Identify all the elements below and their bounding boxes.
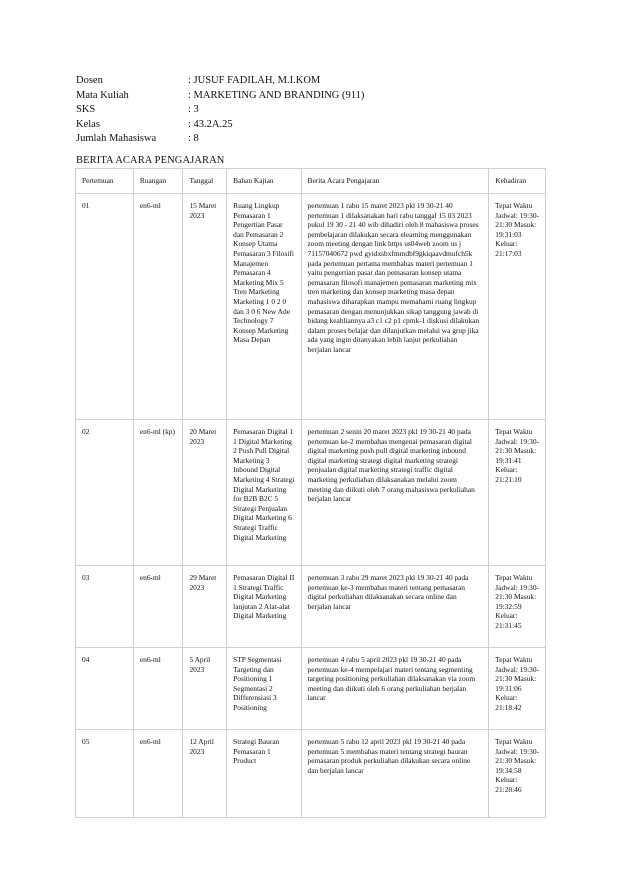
info-row-sks [76,103,364,118]
info-value: : MARKETING AND BRANDING (911) [188,89,365,101]
header-kehadiran: Kehadiran [489,169,546,194]
cell-ruangan: en6-ml [133,566,183,648]
cell-berita-acara: pertemuan 2 senin 20 maret 2023 pkl 19 30-21 40 pada pertemuan ke-2 membahas mengenai pemasaran digital digital marketing push pull digital marketing inbound digital marketing strategi digital marketing strategi penjualan digital marketing strategi traffic digital marketing perkuliahan dilaksanakan melalui zoom meeting dan diikuti oleh 7 orang mahasiswa perkuliahan berjalan lancar [301,420,489,566]
table-row [76,420,546,566]
cell-berita-acara: pertemuan 4 rabu 5 april 2023 pkl 19 30-21 40 pada pertemuan ke-4 mempelajari materi tentang segmenting targeting positioning perkuliahan dilaksanakan via zoom meeting dan diikuti oleh 6 orang perkuliahan berjalan lancar [301,648,489,730]
teaching-report-table [75,168,546,818]
table-row [76,648,546,730]
cell-bahan-kajian: Ruang Lingkup Pemasaran 1 Pengertian Pasar dan Pemasaran 2 Konsep Utama Pemasaran 3 Filosifi Manajemen Pemasaran 4 Marketing Mix 5 Tren Marketing Marketing 1 0 2 0 dan 3 0 6 New Ade Technology 7 Konsep Marketing Masa Depan [227,194,301,420]
cell-bahan-kajian: STP Segmentasi Targeting dan Positioning 1 Segmentasi 2 Differensiasi 3 Positioning [227,648,301,730]
cell-tanggal: 20 Maret 2023 [183,420,227,566]
header-ruangan: Ruangan [133,169,183,194]
cell-berita-acara: pertemuan 1 rabu 15 maret 2023 pkl 19 30-21 40 pertemuan 1 dilaksanakan hari rabu tanggal 15 03 2023 pukul 19 30 - 21 40 wib dihadiri oleh 8 mahasiswa proses pembelajaran dilakukan secara elearning menggunakan zoom meeting dengan link https us04web zoom us j 71157040672 pwd gyidxsbxfmmdbf9gkiqaavdmufch5k pada pertemuan pertama membahas materi pertemuan 1 yaitu pengertian pasar dan pemasaran konsep utama pemasaran filosofi manajemen pemasaran marketing mix tren marketing dan konsep marketing masa depan mahasiswa diharapkan mampu memahami ruang lingkup pemasaran dengan menunjukkan sikap tanggung jawab di bidang keahliannya a3 c1 c2 p1 cpmk-1 diskusi dilakukan dalam proses belajar dan dilanjutkan melalui wa grup jika ada yang ingin ditanyakan lebih lanjut perkuliahan berjalan lancar [301,194,489,420]
header-pertemuan: Pertemuan [76,169,134,194]
cell-ruangan: en6-ml [133,730,183,818]
info-label: Dosen [76,75,103,86]
cell-pertemuan: 01 [76,194,134,420]
info-label: Kelas [76,118,100,130]
table-row [76,730,546,818]
info-row-dosen [76,74,364,89]
cell-kehadiran: Tepat Waktu Jadwal: 19:30-21:30 Masuk: 19:34:58 Keluar: 21:28:46 [489,730,546,818]
info-label: Mata Kuliah [76,89,129,101]
header-berita-acara: Berita Acara Pengajaran [301,169,489,194]
info-row-mata-kuliah [76,89,364,104]
cell-tanggal: 12 April 2023 [183,730,227,818]
cell-bahan-kajian: Pemasaran Digital II 1 Strategi Traffic Digital Marketing lanjutan 2 Alat-alat Digital Marketing [227,566,301,648]
info-label: SKS [76,104,96,115]
cell-kehadiran: Tepat Waktu Jadwal: 19:30-21:30 Masuk: 19:32:59 Keluar: 21:31:45 [489,566,546,648]
cell-kehadiran: Tepat Waktu Jadwal: 19:30-21:30 Masuk: 19:31:03 Keluar: 21:17:03 [489,194,546,420]
table-header-row [76,169,546,194]
header-tanggal: Tanggal [183,169,227,194]
cell-tanggal: 29 Maret 2023 [183,566,227,648]
info-value: : JUSUF FADILAH, M.I.KOM [188,75,321,86]
table-row [76,194,546,420]
info-row-kelas [76,118,364,133]
cell-berita-acara: pertemuan 3 rabu 29 maret 2023 pkl 19 30-21 40 pada pertemuan ke-3 membahas materi tentang pemasaran digital perkuliahan dilaksanakan secara online dan berjalan lancar [301,566,489,648]
cell-kehadiran: Tepat Waktu Jadwal: 19:30-21:30 Masuk: 19:31:06 Keluar: 21:18:42 [489,648,546,730]
cell-tanggal: 5 April 2023 [183,648,227,730]
info-value: : 3 [188,104,199,115]
cell-pertemuan: 02 [76,420,134,566]
cell-pertemuan: 05 [76,730,134,818]
info-value: : 8 [188,133,199,144]
cell-ruangan: en6-ml [133,648,183,730]
table-row [76,566,546,648]
cell-kehadiran: Tepat Waktu Jadwal: 19:30-21:30 Masuk: 19:31:41 Keluar: 21:21:10 [489,420,546,566]
cell-pertemuan: 04 [76,648,134,730]
cell-ruangan: en6-ml [133,194,183,420]
cell-pertemuan: 03 [76,566,134,648]
course-info [76,74,364,147]
header-bahan-kajian: Bahan Kajian [227,169,301,194]
cell-tanggal: 15 Maret 2023 [183,194,227,420]
cell-ruangan: en6-ml (kp) [133,420,183,566]
cell-bahan-kajian: Pemasaran Digital 1 1 Digital Marketing 2 Push Pull Digital Marketing 3 Inbound Digital Marketing 4 Strategi Digital Marketing for B2B B2C 5 Strategi Penjualan Digital Marketing 6 Strategi Traffic Digital Marketing [227,420,301,566]
info-value: : 43.2A.25 [188,118,233,130]
info-row-jumlah-mahasiswa [76,132,364,147]
cell-berita-acara: pertemuan 5 rabu 12 april 2023 pkl 19 30-21 40 pada pertemuan 5 membahas materi tentang strategi bauran pemasaran produk perkuliahan dilakukan secara online dan berjalan lancar [301,730,489,818]
section-title: BERITA ACARA PENGAJARAN [76,155,225,166]
info-label: Jumlah Mahasiswa [76,133,157,144]
cell-bahan-kajian: Strategi Bauran Pemasaran 1 Product [227,730,301,818]
